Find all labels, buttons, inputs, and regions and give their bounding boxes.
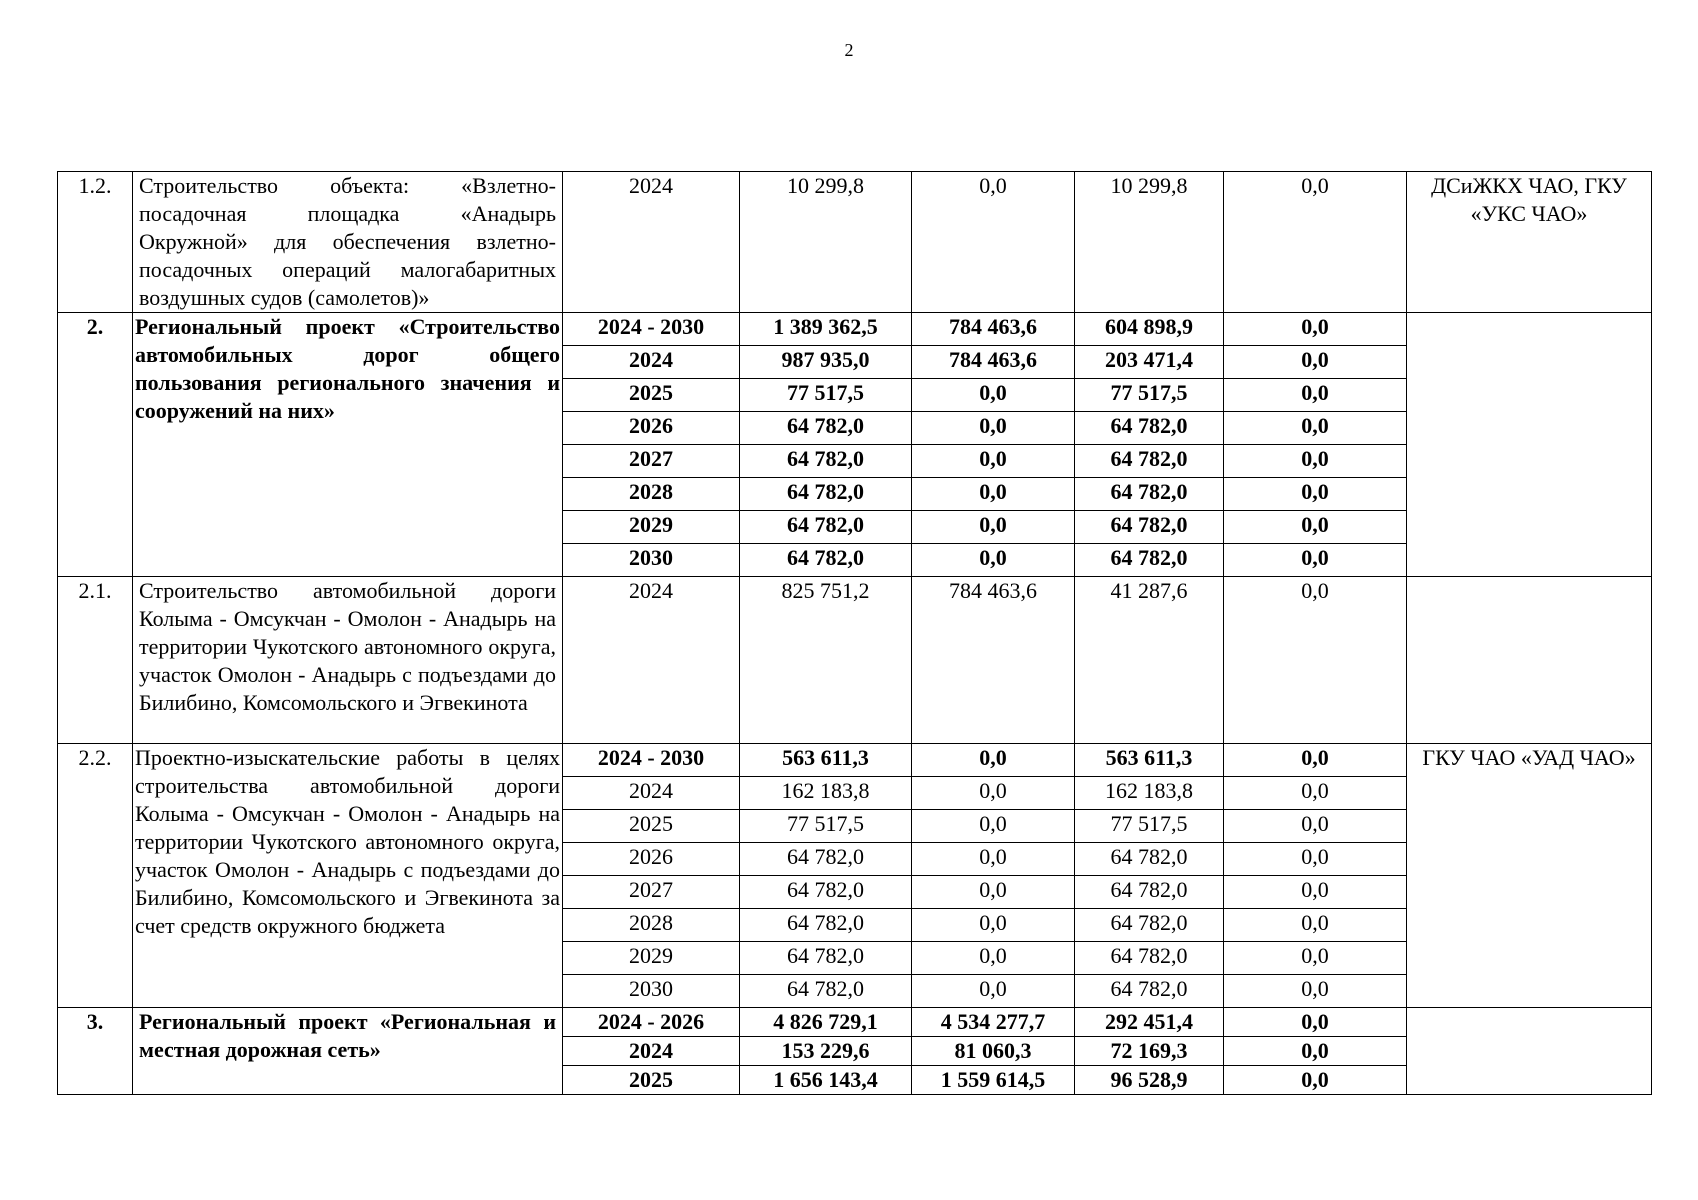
- regional-cell: 64 782,0: [1075, 876, 1224, 909]
- regional-cell: 64 782,0: [1075, 511, 1224, 544]
- total-cell: 77 517,5: [740, 810, 912, 843]
- other-cell: 0,0: [1224, 843, 1407, 876]
- row-description: Региональный проект «Региональная и местная дорожная сеть»: [133, 1008, 563, 1095]
- regional-cell: 41 287,6: [1075, 577, 1224, 744]
- row-description: Строительство автомобильной дороги Колыма - Омсукчан - Омолон - Анадырь на территории Чукотского автономного округа, участок Омолон - Анадырь с подъездами до Билибино, Комсомольского и Эгвекинота: [133, 577, 563, 744]
- federal-cell: 0,0: [912, 445, 1075, 478]
- responsible-cell: [1407, 1008, 1652, 1095]
- table-row-3: [58, 1008, 1652, 1037]
- total-cell: 64 782,0: [740, 478, 912, 511]
- year-cell: 2029: [563, 511, 740, 544]
- budget-table: [57, 171, 1652, 1095]
- total-cell: 64 782,0: [740, 445, 912, 478]
- other-cell: 0,0: [1224, 346, 1407, 379]
- row-description: Проектно-изыскательские работы в целях строительства автомобильной дороги Колыма - Омсукчан - Омолон - Анадырь на территории Чукотского автономного округа, участок Омолон - Анадырь с подъездами до Билибино, Комсомольского и Эгвекинота за счет средств окружного бюджета: [133, 744, 563, 1008]
- regional-cell: 64 782,0: [1075, 843, 1224, 876]
- other-cell: 0,0: [1224, 172, 1407, 313]
- federal-cell: 0,0: [912, 172, 1075, 313]
- federal-cell: 0,0: [912, 777, 1075, 810]
- year-cell: 2026: [563, 843, 740, 876]
- federal-cell: 0,0: [912, 975, 1075, 1008]
- regional-cell: 563 611,3: [1075, 744, 1224, 777]
- other-cell: 0,0: [1224, 909, 1407, 942]
- federal-cell: 1 559 614,5: [912, 1066, 1075, 1095]
- regional-cell: 64 782,0: [1075, 975, 1224, 1008]
- row-number: 1.2.: [58, 172, 133, 313]
- total-cell: 64 782,0: [740, 511, 912, 544]
- total-cell: 162 183,8: [740, 777, 912, 810]
- year-cell: 2030: [563, 544, 740, 577]
- federal-cell: 4 534 277,7: [912, 1008, 1075, 1037]
- total-cell: 64 782,0: [740, 544, 912, 577]
- total-cell: 1 389 362,5: [740, 313, 912, 346]
- row-number: 3.: [58, 1008, 133, 1095]
- other-cell: 0,0: [1224, 379, 1407, 412]
- regional-cell: 77 517,5: [1075, 810, 1224, 843]
- total-cell: 64 782,0: [740, 975, 912, 1008]
- other-cell: 0,0: [1224, 478, 1407, 511]
- federal-cell: 784 463,6: [912, 346, 1075, 379]
- regional-cell: 64 782,0: [1075, 478, 1224, 511]
- responsible-cell: [1407, 577, 1652, 744]
- responsible-cell: ГКУ ЧАО «УАД ЧАО»: [1407, 744, 1652, 1008]
- table-row-2: [58, 313, 1652, 346]
- total-cell: 64 782,0: [740, 942, 912, 975]
- year-cell: 2027: [563, 876, 740, 909]
- other-cell: 0,0: [1224, 445, 1407, 478]
- table-row-1-2: [58, 172, 1652, 313]
- federal-cell: 0,0: [912, 909, 1075, 942]
- regional-cell: 64 782,0: [1075, 445, 1224, 478]
- total-cell: 64 782,0: [740, 412, 912, 445]
- row-number: 2.: [58, 313, 133, 577]
- total-cell: 4 826 729,1: [740, 1008, 912, 1037]
- other-cell: 0,0: [1224, 810, 1407, 843]
- federal-cell: 0,0: [912, 843, 1075, 876]
- year-cell: 2025: [563, 810, 740, 843]
- row-number: 2.1.: [58, 577, 133, 744]
- regional-cell: 96 528,9: [1075, 1066, 1224, 1095]
- total-cell: 77 517,5: [740, 379, 912, 412]
- row-description: Строительство объекта: «Взлетно-посадочная площадка «Анадырь Окружной» для обеспечения взлетно-посадочных операций малогабаритных воздушных судов (самолетов)»: [133, 172, 563, 313]
- regional-cell: 292 451,4: [1075, 1008, 1224, 1037]
- year-cell: 2024: [563, 1037, 740, 1066]
- regional-cell: 72 169,3: [1075, 1037, 1224, 1066]
- year-cell: 2024 - 2030: [563, 313, 740, 346]
- year-cell: 2029: [563, 942, 740, 975]
- federal-cell: 0,0: [912, 744, 1075, 777]
- other-cell: 0,0: [1224, 1037, 1407, 1066]
- row-description: Региональный проект «Строительство автомобильных дорог общего пользования регионального значения и сооружений на них»: [133, 313, 563, 577]
- federal-cell: 0,0: [912, 544, 1075, 577]
- responsible-cell: [1407, 313, 1652, 577]
- federal-cell: 0,0: [912, 810, 1075, 843]
- total-cell: 825 751,2: [740, 577, 912, 744]
- other-cell: 0,0: [1224, 777, 1407, 810]
- federal-cell: 0,0: [912, 876, 1075, 909]
- responsible-cell: ДСиЖКХ ЧАО, ГКУ «УКС ЧАО»: [1407, 172, 1652, 313]
- total-cell: 563 611,3: [740, 744, 912, 777]
- other-cell: 0,0: [1224, 577, 1407, 744]
- year-cell: 2028: [563, 909, 740, 942]
- year-cell: 2024 - 2026: [563, 1008, 740, 1037]
- total-cell: 64 782,0: [740, 843, 912, 876]
- page-number: 2: [844, 40, 854, 60]
- total-cell: 987 935,0: [740, 346, 912, 379]
- year-cell: 2025: [563, 379, 740, 412]
- total-cell: 64 782,0: [740, 909, 912, 942]
- regional-cell: 64 782,0: [1075, 412, 1224, 445]
- total-cell: 1 656 143,4: [740, 1066, 912, 1095]
- regional-cell: 203 471,4: [1075, 346, 1224, 379]
- regional-cell: 77 517,5: [1075, 379, 1224, 412]
- other-cell: 0,0: [1224, 1066, 1407, 1095]
- regional-cell: 64 782,0: [1075, 544, 1224, 577]
- row-number: 2.2.: [58, 744, 133, 1008]
- year-cell: 2028: [563, 478, 740, 511]
- total-cell: 64 782,0: [740, 876, 912, 909]
- other-cell: 0,0: [1224, 744, 1407, 777]
- other-cell: 0,0: [1224, 511, 1407, 544]
- federal-cell: 0,0: [912, 511, 1075, 544]
- other-cell: 0,0: [1224, 876, 1407, 909]
- federal-cell: 81 060,3: [912, 1037, 1075, 1066]
- year-cell: 2030: [563, 975, 740, 1008]
- year-cell: 2024: [563, 777, 740, 810]
- federal-cell: 0,0: [912, 412, 1075, 445]
- regional-cell: 162 183,8: [1075, 777, 1224, 810]
- other-cell: 0,0: [1224, 313, 1407, 346]
- federal-cell: 0,0: [912, 942, 1075, 975]
- regional-cell: 604 898,9: [1075, 313, 1224, 346]
- federal-cell: 784 463,6: [912, 313, 1075, 346]
- other-cell: 0,0: [1224, 412, 1407, 445]
- regional-cell: 64 782,0: [1075, 909, 1224, 942]
- other-cell: 0,0: [1224, 975, 1407, 1008]
- year-cell: 2026: [563, 412, 740, 445]
- other-cell: 0,0: [1224, 544, 1407, 577]
- total-cell: 10 299,8: [740, 172, 912, 313]
- other-cell: 0,0: [1224, 942, 1407, 975]
- federal-cell: 0,0: [912, 478, 1075, 511]
- table-row-2-1: [58, 577, 1652, 744]
- federal-cell: 0,0: [912, 379, 1075, 412]
- year-cell: 2025: [563, 1066, 740, 1095]
- year-cell: 2024: [563, 172, 740, 313]
- federal-cell: 784 463,6: [912, 577, 1075, 744]
- regional-cell: 64 782,0: [1075, 942, 1224, 975]
- other-cell: 0,0: [1224, 1008, 1407, 1037]
- regional-cell: 10 299,8: [1075, 172, 1224, 313]
- year-cell: 2024: [563, 577, 740, 744]
- year-cell: 2024: [563, 346, 740, 379]
- total-cell: 153 229,6: [740, 1037, 912, 1066]
- year-cell: 2024 - 2030: [563, 744, 740, 777]
- year-cell: 2027: [563, 445, 740, 478]
- table-row-2-2: [58, 744, 1652, 777]
